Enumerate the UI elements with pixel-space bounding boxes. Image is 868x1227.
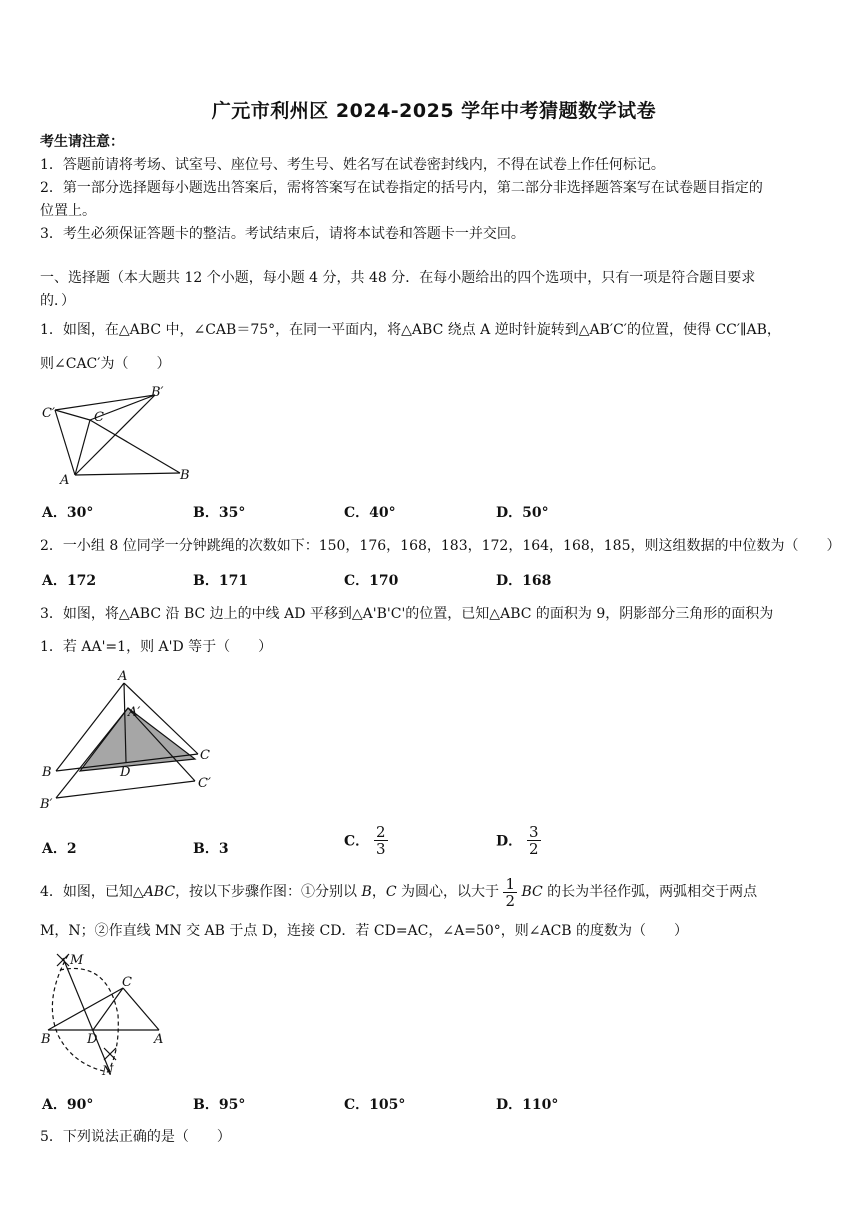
question-1-text: 1．如图，在△ABC 中，∠CAB＝75°，在同一平面内，将△ABC 绕点 A 逆时针旋转到△AB′C′的位置，使得 CC′∥AB， bbox=[40, 322, 781, 338]
q1-label-c: C bbox=[94, 410, 104, 425]
question-3-text: 3．如图，将△ABC 沿 BC 边上的中线 AD 平移到△A'B'C'的位置，已知△ABC 的面积为 9，阴影部分三角形的面积为 bbox=[40, 606, 774, 622]
question-2-text: 2．一小组 8 位同学一分钟跳绳的次数如下：150，176，168，183，172，164，168，185，则这组数据的中位数为（ ） bbox=[40, 538, 841, 554]
q1-label-b: B bbox=[180, 468, 190, 483]
q3-label-c-prime: C′ bbox=[198, 776, 211, 791]
q4-label-d: D bbox=[87, 1032, 98, 1047]
q3-option-b: B．3 bbox=[193, 841, 229, 857]
q3-label-a-prime: A′ bbox=[128, 705, 141, 720]
section-heading: 一、选择题（本大题共 12 个小题，每小题 4 分，共 48 分．在每小题给出的四个选项中，只有一项是符合题目要求 bbox=[40, 270, 756, 286]
q4-option-d: D．110° bbox=[496, 1097, 559, 1113]
notice-item-1: 1．答题前请将考场、试室号、座位号、考生号、姓名写在试卷密封线内，不得在试卷上作任何标记。 bbox=[40, 157, 665, 173]
q3-option-c-numerator: 2 bbox=[376, 823, 386, 841]
q4-label-c: C bbox=[122, 975, 132, 990]
q3-label-c: C bbox=[200, 748, 210, 763]
q1-label-c-prime: C′ bbox=[42, 406, 55, 421]
q3-option-c-label: C． bbox=[344, 833, 370, 850]
q4-option-b: B．95° bbox=[193, 1097, 246, 1113]
q3-option-d bbox=[496, 824, 541, 857]
q1-option-b: B．35° bbox=[193, 505, 246, 521]
notice-item-2: 2．第一部分选择题每小题选出答案后，需将答案写在试卷指定的括号内，第二部分非选择题答案写在试卷题目指定的 bbox=[40, 180, 763, 196]
q3-option-a: A．2 bbox=[42, 841, 77, 857]
q4-fraction-half: $\frac{1}{2}$ bbox=[505, 874, 515, 910]
q1-option-a: A．30° bbox=[42, 505, 94, 521]
q3-option-d-label: D． bbox=[496, 833, 523, 850]
question-4-text-cont: M，N；②作直线 MN 交 AB 于点 D，连接 CD．若 CD=AC，∠A=50°，则∠ACB 的度数为（ ） bbox=[40, 923, 689, 939]
question-5-text: 5．下列说法正确的是（ ） bbox=[40, 1129, 231, 1145]
q4-option-c: C．105° bbox=[344, 1097, 406, 1113]
notice-item-2-cont: 位置上。 bbox=[40, 203, 96, 219]
q3-label-d: D bbox=[120, 765, 131, 780]
q1-label-a: A bbox=[60, 473, 70, 488]
q3-label-b-prime: B′ bbox=[40, 797, 53, 812]
question-1-figure bbox=[40, 385, 200, 488]
q3-option-d-denominator: 2 bbox=[529, 840, 539, 858]
q2-option-b: B．171 bbox=[193, 573, 249, 589]
notice-item-3: 3．考生必须保证答题卡的整洁。考试结束后，请将本试卷和答题卡一并交回。 bbox=[40, 226, 525, 242]
section-heading-cont: 的．） bbox=[40, 293, 75, 309]
q4-option-a: A．90° bbox=[42, 1097, 94, 1113]
q1-label-b-prime: B′ bbox=[151, 385, 164, 400]
q3-label-a: A bbox=[118, 669, 128, 684]
q2-option-d: D．168 bbox=[496, 573, 552, 589]
q4-label-n: N bbox=[102, 1064, 114, 1079]
q3-option-c-denominator: 3 bbox=[376, 840, 386, 858]
question-3-text-cont: 1．若 AA'=1，则 A'D 等于（ ） bbox=[40, 639, 273, 655]
q1-option-c: C．40° bbox=[344, 505, 396, 521]
q4-label-m: M bbox=[70, 953, 84, 968]
q3-option-d-numerator: 3 bbox=[529, 823, 539, 841]
question-1-text-cont: 则∠CAC′为（ ） bbox=[40, 356, 171, 372]
question-4-text: 4．如图，已知△ABC，按以下步骤作图：①分别以 B，C 为圆心，以大于 $\frac{1}{2}$ BC 的长为半径作弧，两弧相交于两点 bbox=[40, 874, 758, 910]
question-3-figure bbox=[38, 668, 228, 818]
q1-option-d: D．50° bbox=[496, 505, 549, 521]
q3-option-d-fraction bbox=[527, 824, 541, 857]
q3-option-c-fraction bbox=[374, 824, 388, 857]
question-4-figure bbox=[38, 950, 178, 1080]
q3-option-c bbox=[344, 824, 388, 857]
q4-label-a: A bbox=[154, 1032, 164, 1047]
q3-label-b: B bbox=[42, 765, 52, 780]
q2-option-a: A．172 bbox=[42, 573, 97, 589]
page-title: 广元市利州区 2024-2025 学年中考猜题数学试卷 bbox=[211, 100, 657, 122]
notice-heading: 考生请注意： bbox=[40, 134, 124, 150]
q2-option-c: C．170 bbox=[344, 573, 399, 589]
q4-label-b: B bbox=[41, 1032, 51, 1047]
